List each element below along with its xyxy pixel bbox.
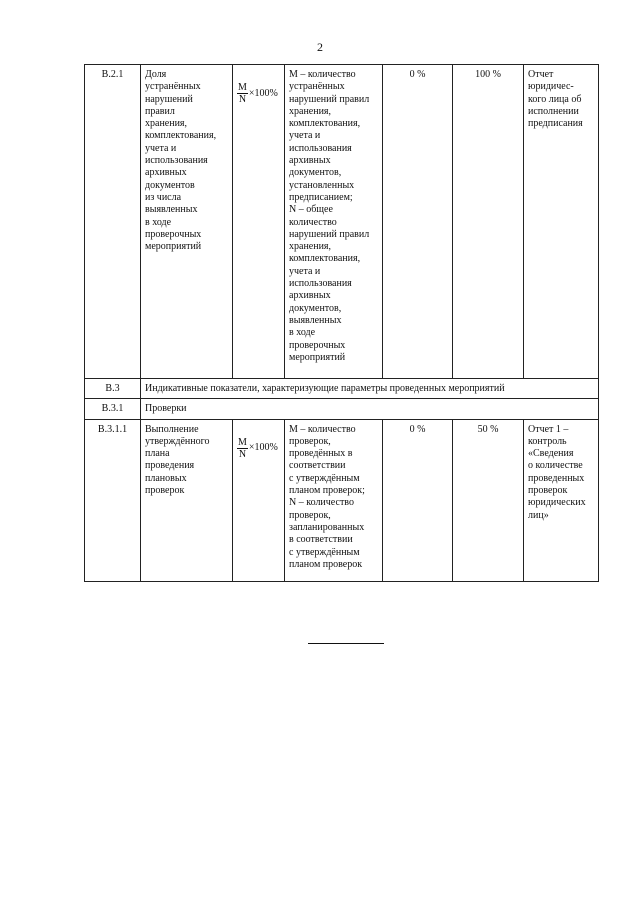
indicator-code: B.3.1.1 [85,419,141,581]
base-value: 0 % [383,65,453,379]
target-value: 50 % [453,419,524,581]
formula-variables: M – количество проверок, проведённых в соответствии с утверждённым планом проверок; N – количество проверок, запланированных в соответствии с утверждённым планом проверок [285,419,383,581]
formula-denominator: N [238,448,247,460]
formula-numerator: M [238,436,247,448]
table-row-b-2-1 [85,65,599,379]
indicator-code: B.2.1 [85,65,141,379]
formula-numerator: M [238,82,247,94]
indicator-name: Доля устранённых нарушений правил хранения, комплектования, учета и использования архивных документов из числа выявленных в ходе проверочных мероприятий [141,65,233,379]
table-row-b-3 [85,379,599,399]
table-row-b-3-1 [85,399,599,419]
end-of-document-rule [308,643,384,644]
indicator-formula [233,65,285,379]
formula-multiplier: ×100% [248,442,278,454]
data-source: Отчет юридичес- кого лица об исполнении предписания [524,65,599,379]
section-code: B.3.1 [85,399,141,419]
base-value: 0 % [383,419,453,581]
section-title: Проверки [141,399,599,419]
formula-denominator: N [238,94,247,106]
formula-variables: M – количество устранённых нарушений правил хранения, комплектования, учета и использования архивных документов, установленных предписанием; N – общее количество нарушений правил хранения, комплектования, учета и использования архивных документов, выявленных в ходе проверочных мероприятий [285,65,383,379]
indicator-name: Выполнение утверждённого плана проведения плановых проверок [141,419,233,581]
indicators-table [84,64,599,582]
data-source: Отчет 1 – контроль «Сведения о количестве проведенных проверок юридических лиц» [524,419,599,581]
formula-multiplier: ×100% [248,87,278,99]
section-code: B.3 [85,379,141,399]
section-title: Индикативные показатели, характеризующие параметры проведенных мероприятий [141,379,599,399]
indicator-formula [233,419,285,581]
table-row-b-3-1-1 [85,419,599,581]
page-number: 2 [317,40,323,54]
target-value: 100 % [453,65,524,379]
